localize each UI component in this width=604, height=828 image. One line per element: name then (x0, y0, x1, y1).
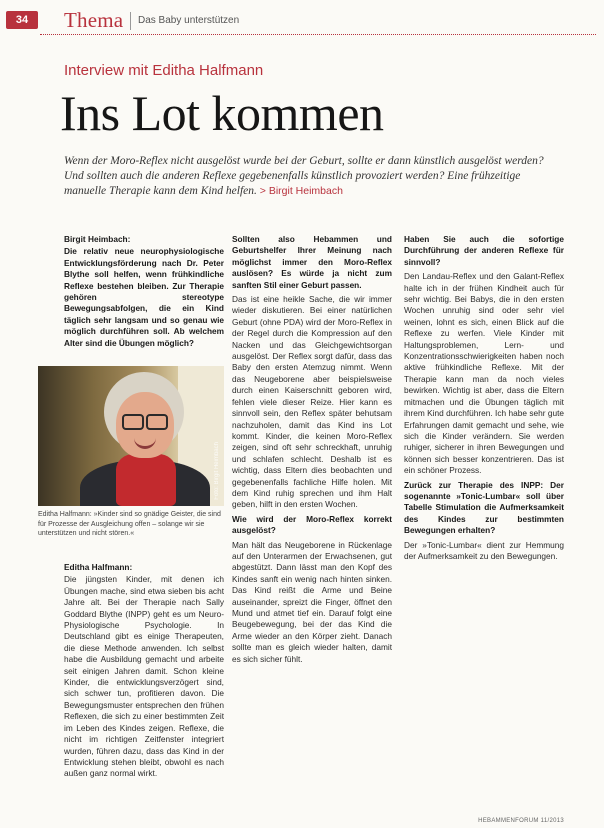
page-footer: HEBAMMENFORUM 11/2013 (478, 818, 564, 824)
page-header (6, 8, 596, 32)
page-number: 34 (6, 11, 38, 29)
article-headline: Ins Lot kommen (60, 85, 384, 141)
interview-answer: Das ist eine heikle Sache, die wir immer wieder diskutieren. Bei einer natürlichen Geburt (ohne PDA) wird der Moro-Reflex in der Regel durch die Kompression auf den Nacken und das Gleichgewichtsorgan ausgelöst. Der Reflex sorgt dafür, dass das Baby den ersten Atemzug nimmt. Wenn das Neugeborene aber beispielsweise durch einen Kaiserschnitt geboren wird, fehlen viele dieser Reize. Hier kann es sinnvoll sein, den Reflex später behutsam nachzuholen, damit das Kind ins Lot kommt. Kinder, die keinen Moro-Reflex zeigen, sind oft sehr schreckhaft, unruhig und schlafen schlecht. Deshalb ist es wichtig, dass Eltern dies beobachten und gegebenenfalls fachliche Hilfe holen. Mit dem Kind ruhig sprechen und ihm Halt geben, hilft in den ersten Wochen. (232, 294, 392, 510)
section-title: Thema (64, 8, 124, 32)
interview-question: Haben Sie auch die sofortige Durchführung der anderen Reflexe für sinnvoll? (404, 234, 564, 267)
interview-question: Zurück zur Therapie des INPP: Der sogenannte »Tonic-Lumbar« soll über Tabelle Stimulation die Aufmerksamkeit des Kindes zur bestimmten Bewegungen erhalten? (404, 479, 564, 536)
section-subtitle: Das Baby unterstützen (138, 15, 240, 26)
header-rule (40, 34, 596, 35)
article-kicker: Interview mit Editha Halfmann (64, 62, 264, 79)
column-1-top (64, 234, 224, 352)
column-2 (232, 234, 392, 668)
column-3 (404, 234, 564, 565)
column-1-bottom (64, 562, 224, 783)
photo-credit: Foto: Birgit Heimbach (214, 442, 220, 500)
portrait-photo (38, 366, 224, 506)
article-lead (64, 154, 564, 199)
interview-question: Die relativ neue neurophysiologische Entwicklungsförderung nach Dr. Peter Blythe soll helfen, wenn frühkindliche Reflexe bestehen bleiben. Zur Therapie gehören stereotype Bewegungsabfolgen, die ein Kind täglich sehr langsam und so genau wie möglich durchführen soll. Ab welchem Alter sind die Übungen möglich? (64, 246, 224, 348)
interview-question: Sollten also Hebammen und Geburtshelfer Ihrer Meinung nach möglichst immer den Moro-Reflex auslösen? Es würde ja nicht zum sanften Stil einer Geburt passen. (232, 234, 392, 290)
interview-answer: Der »Tonic-Lumbar« dient zur Hemmung der Aufmerksamkeit zu den Bewegungen. (404, 539, 564, 561)
interview-answer: Die jüngsten Kinder, mit denen ich Übungen mache, sind etwa sieben bis acht Jahre alt. Bei der Therapie nach Sally Goddard Blythe (INPP) geht es um Neuro-Physiologische Psychologie. In Deutschland gibt es einige Therapeuten, die diese Methode anwenden. Ich selbst habe die Ausbildung gemacht und arbeite seit einigen Jahren damit. Schon kleine Kinder, die entwicklungsverzögert sind, sich schwer tun, profitieren davon. Die Bewegungsmuster entsprechen den frühen Reflexen, die sich zu einer bestimmten Zeit im Leben des Kindes zeigen. Reflexe, die nicht im richtigen Zeitfenster integriert wurden, führen dazu, dass das Kind in der Entwicklung stehen bleibt, obwohl es nach außen ganz normal wirkt. (64, 574, 224, 779)
interview-answer: Den Landau-Reflex und den Galant-Reflex halte ich in der frühen Kindheit auch für sehr wichtig. Bei Babys, die in den ersten Wochen unruhig sind oder sehr viel weinen, lohnt es sich, einen Blick auf die Reflexe zu werfen. Viele Kinder mit Haltungsproblemen, Lern- und Konzentrationsschwierigkeiten haben noch aktive frühkindliche Reflexe. Mit der Therapie kann man da noch vieles bewirken. Wichtig ist aber, dass die Eltern mitmachen und die Übungen täglich mit ihrem Kind durchführen. Ich habe sehr gute Erfahrungen damit gemacht und sehe, wie sich die Kinder verändern. Sie werden ruhiger, sicherer in ihren Bewegungen und können sich besser konzentrieren. Das ist ein schöner Prozess. (404, 271, 564, 476)
lead-text: Wenn der Moro-Reflex nicht ausgelöst wurde bei der Geburt, sollte er dann künstlich ausgelöst werden? Und sollten auch die anderen Reflexe gegebenenfalls künstlich provoziert werden? Eine frühzeitige manuelle Therapie kann dem Kind helfen. (64, 155, 544, 197)
interview-answer: Man hält das Neugeborene in Rückenlage auf den Unterarmen der Erwachsenen, gut abgestützt. Dann lässt man den Kopf des Kindes sanft ein wenig nach hinten sinken. Das Kind reißt die Arme und Beine auseinander, spreizt die Finger, öffnet den Mund und atmet tief ein. Darauf folgt eine Beugebewegung, bei der das Kind die Arme wieder an den Körper zieht. Danach sollte man es gleich wieder halten, damit es sich sicher fühlt. (232, 539, 392, 664)
interview-question: Wie wird der Moro-Reflex korrekt ausgelöst? (232, 513, 392, 536)
lead-author: > Birgit Heimbach (259, 185, 343, 197)
speaker-label: Birgit Heimbach: (64, 234, 131, 244)
photo-caption: Editha Halfmann: »Kinder sind so gnädige Geister, die sind für Prozesse der Ausgleichung offen – solange wir sie unterstützen und nicht stören.« (38, 511, 221, 537)
speaker-label: Editha Halfmann: (64, 562, 133, 572)
header-divider (130, 12, 131, 30)
